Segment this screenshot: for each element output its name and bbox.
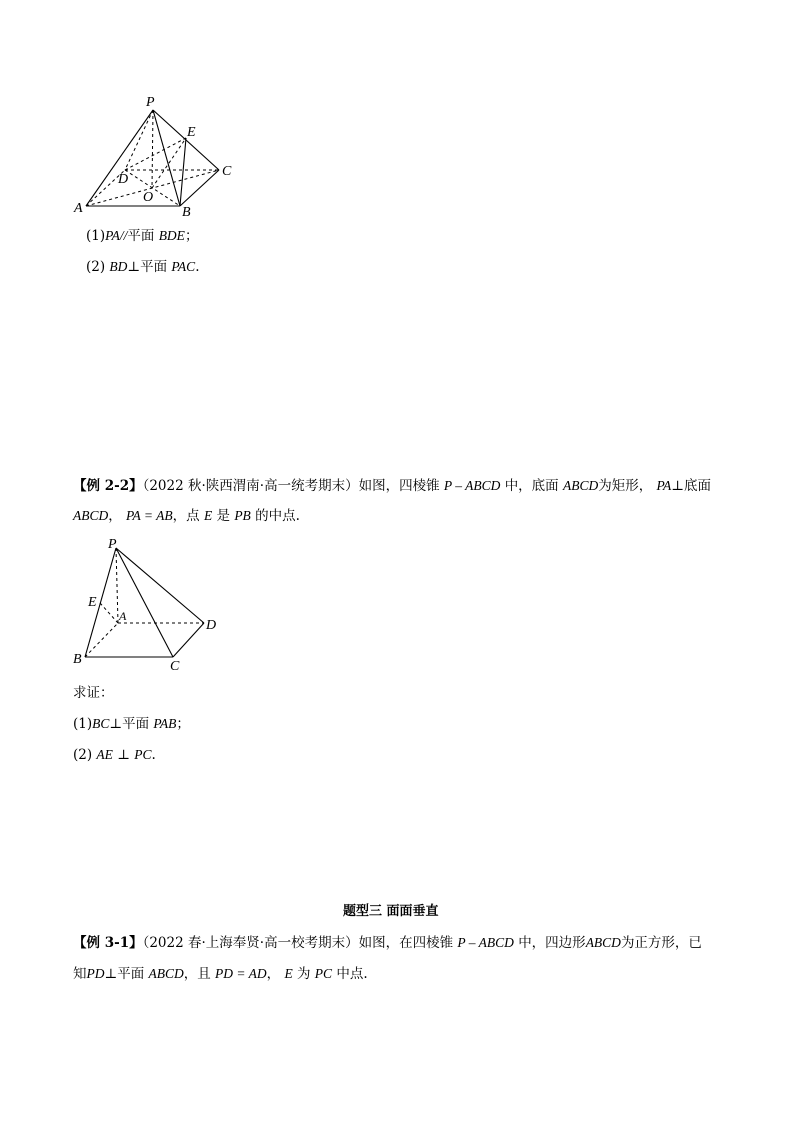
proof-heading: 求证： bbox=[73, 685, 114, 701]
example-3-1-line1: 【例 3-1】（2022 春·上海奉贤·高一校考期末）如图，在四棱锥 P – ABCD 中，四边形ABCD为正方形，已 bbox=[73, 935, 702, 951]
fig1-label-A: A bbox=[74, 201, 83, 216]
section-title: 题型三 面面垂直 bbox=[343, 904, 439, 919]
example-3-1-line2: 知PD⊥平面 ABCD，且 PD = AD， E 为 PC 中点. bbox=[73, 966, 368, 982]
fig1-label-C: C bbox=[222, 164, 232, 179]
fig1-label-B: B bbox=[182, 205, 191, 220]
fig2-label-A: A bbox=[119, 609, 127, 623]
example-2-2-line1: 【例 2-2】（2022 秋·陕西渭南·高一统考期末）如图，四棱锥 P – ABCD 中，底面 ABCD为矩形， PA⊥底面 bbox=[73, 478, 711, 494]
fig1-item-2: (2) BD⊥平面 PAC. bbox=[86, 259, 200, 275]
proof-item-2: (2) AE ⊥ PC. bbox=[73, 747, 156, 763]
fig1-label-O: O bbox=[143, 190, 154, 205]
fig1-label-E: E bbox=[187, 125, 196, 140]
fig2-label-E: E bbox=[88, 595, 97, 610]
fig2-label-C: C bbox=[170, 659, 180, 674]
fig2-label-D: D bbox=[206, 618, 217, 633]
proof-item-1: (1)BC⊥平面 PAB； bbox=[73, 716, 190, 732]
fig1-label-P: P bbox=[146, 95, 155, 110]
fig1-label-D: D bbox=[118, 172, 129, 187]
example-2-2-line2: ABCD， PA = AB，点 E 是 PB 的中点. bbox=[73, 508, 300, 524]
fig2-label-B: B bbox=[73, 652, 82, 667]
fig2-label-P: P bbox=[108, 537, 117, 552]
fig1-item-1: (1)PA//平面 BDE； bbox=[86, 228, 199, 244]
